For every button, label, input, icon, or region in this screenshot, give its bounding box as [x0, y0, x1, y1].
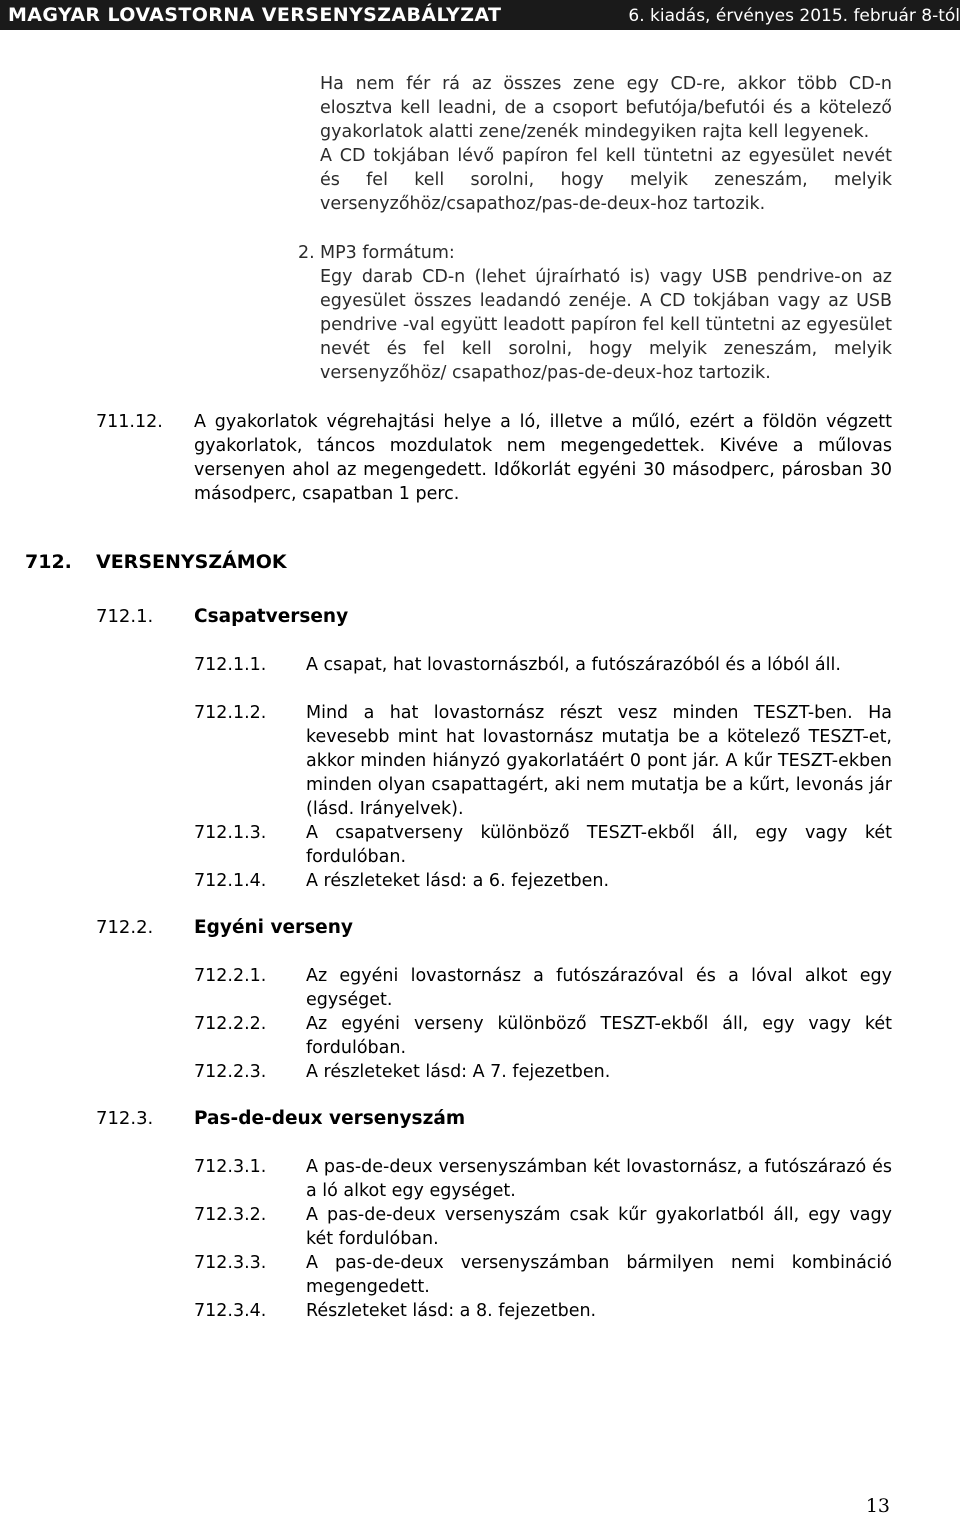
item-number: 712.1.1.: [194, 655, 267, 675]
item-text: A pas-de-deux versenyszámban bármilyen nemi kombináció megengedett.: [306, 1253, 892, 1297]
document-title: MAGYAR LOVASTORNA VERSENYSZABÁLYZAT: [8, 4, 502, 26]
running-header: [0, 0, 960, 30]
section-number: 712.3.: [96, 1108, 154, 1129]
rule-711-12-text: A gyakorlatok végrehajtási helye a ló, illetve a műló, ezért a földön végzett gyakorlatok, táncos mozdulatok nem megengedettek. Kivéve a műlovas versenyen ahol az megengedett. Időkorlát egyéni 30 másodperc, párosban 30 másodperc, csapatban 1 perc.: [194, 412, 892, 504]
section-title: Csapatverseny: [194, 606, 349, 627]
mp3-text: Egy darab CD-n (lehet újraírható is) vagy USB pendrive-on az egyesület összes leadandó zenéje. A CD tokjában vagy az USB pendrive -val együtt leadott papíron fel kell tüntetni az egyesület nevét és fel kell sorolni, hogy melyik zeneszám, melyik versenyzőhöz/ csapathoz/pas-de-deux-hoz tartozik.: [320, 267, 892, 383]
item-number: 712.3.1.: [194, 1157, 267, 1177]
page-number: 13: [865, 1495, 890, 1517]
chapter-title: VERSENYSZÁMOK: [96, 551, 287, 573]
cd-paragraph-1: Ha nem fér rá az összes zene egy CD-re, akkor több CD-n elosztva kell leadni, de a csoport befutója/befutói és a kötelező gyakorlatok alatti zene/zenék mindegyiken rajta kell legyenek.: [320, 74, 892, 142]
item-text: A csapatverseny különböző TESZT-ekből áll, egy vagy két fordulóban.: [306, 823, 892, 867]
item-number: 712.1.2.: [194, 703, 267, 723]
cd-paragraph-2: A CD tokjában lévő papíron fel kell tüntetni az egyesület nevét és fel kell sorolni, hogy melyik zeneszám, melyik versenyzőhöz/csapathoz/pas-de-deux-hoz tartozik.: [320, 146, 892, 214]
item-text: A részleteket lásd: a 6. fejezetben.: [306, 871, 610, 891]
edition-info: 6. kiadás, érvényes 2015. február 8-tól: [628, 6, 960, 26]
section-number: 712.2.: [96, 917, 154, 938]
item-number: 712.3.2.: [194, 1205, 267, 1225]
item-text: A pas-de-deux versenyszám csak kűr gyakorlatból áll, egy vagy két fordulóban.: [306, 1205, 892, 1249]
item-number: 712.1.3.: [194, 823, 267, 843]
item-number: 712.1.4.: [194, 871, 267, 891]
item-number: 712.2.1.: [194, 966, 267, 986]
item-text: A csapat, hat lovastornászból, a futószárazóból és a lóból áll.: [306, 655, 841, 675]
item-text: A pas-de-deux versenyszámban két lovastornász, a futószárazó és a ló alkot egy egységet.: [306, 1157, 892, 1201]
section-title: Pas-de-deux versenyszám: [194, 1108, 466, 1129]
chapter-number: 712.: [25, 551, 72, 573]
item-text: Az egyéni lovastornász a futószárazóval és a lóval alkot egy egységet.: [306, 966, 892, 1010]
item-text: Mind a hat lovastornász részt vesz minden TESZT-ben. Ha kevesebb mint hat lovastornász mutatja be a kötelező TESZT-et, akkor minden hiányzó gyakorlatáért 0 pont jár. A kűr TESZT-ekben minden olyan csapattagért, aki nem mutatja be a kűrt, levonás jár (lásd. Irányelvek).: [306, 703, 892, 819]
cd-paragraph: [320, 72, 892, 216]
mp3-number: 2.: [298, 243, 315, 263]
mp3-title: MP3 formátum:: [320, 243, 455, 263]
section-title: Egyéni verseny: [194, 917, 353, 938]
item-text: A részleteket lásd: A 7. fejezetben.: [306, 1062, 611, 1082]
item-number: 712.3.4.: [194, 1301, 267, 1321]
item-text: Részleteket lásd: a 8. fejezetben.: [306, 1301, 597, 1321]
item-text: Az egyéni verseny különböző TESZT-ekből áll, egy vagy két fordulóban.: [306, 1014, 892, 1058]
rule-711-12-number: 711.12.: [96, 412, 163, 432]
item-number: 712.2.2.: [194, 1014, 267, 1034]
item-number: 712.3.3.: [194, 1253, 267, 1273]
section-number: 712.1.: [96, 606, 154, 627]
item-number: 712.2.3.: [194, 1062, 267, 1082]
